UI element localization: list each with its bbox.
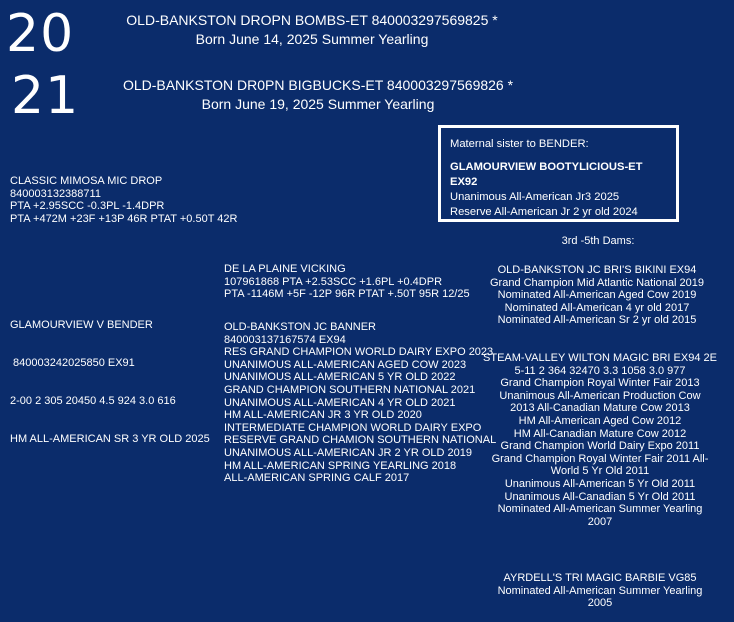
lot-20-name: OLD-BANKSTON DROPN BOMBS-ET 840003297569825 *: [126, 12, 498, 28]
dam-line: HM ALL-AMERICAN SR 3 YR OLD 2025: [10, 432, 210, 445]
fourth-dam-line: STEAM-VALLEY WILTON MAGIC BRI EX94 2E: [483, 352, 717, 364]
fourth-dam-line: Unanimous All-Canadian 5 Yr Old 2011: [504, 490, 696, 503]
callout-award: Reserve All-American Jr 2 yr old 2024: [450, 206, 638, 218]
lot-number-20: 20: [6, 4, 75, 64]
sire-line: 840003132388711: [10, 187, 101, 200]
lot-number-21: 21: [11, 66, 80, 126]
granddam-line: HM ALL-AMERICAN JR 3 YR OLD 2020: [224, 409, 422, 422]
fifth-dam-block: [468, 572, 732, 610]
dam-sire-line: PTA -1146M +5F -12P 96R PTAT +.50T 95R 12/25: [224, 288, 470, 301]
fourth-dam-line: Grand Champion Royal Winter Fair 2011 All-: [491, 452, 709, 465]
granddam-line: UNANIMOUS ALL-AMERICAN JR 2 YR OLD 2019: [224, 446, 472, 459]
granddam-line: HM ALL-AMERICAN SPRING YEARLING 2018: [224, 459, 457, 472]
fourth-dam-line: Unanimous All-American Production Cow: [499, 389, 701, 402]
dam-line: 840003242025850 EX91: [10, 356, 135, 369]
callout-name: GLAMOURVIEW BOOTYLICIOUS-ET EX92: [450, 161, 643, 188]
fourth-dam-line: World 5 Yr Old 2011: [550, 465, 650, 478]
third-dam-block: [464, 264, 730, 327]
sire-line: PTA +2.95SCC -0.3PL -1.4DPR: [10, 200, 165, 213]
fourth-dam-block: [468, 352, 732, 528]
granddam-line: UNANIMOUS ALL-AMERICAN AGED COW 2023: [224, 358, 467, 371]
fourth-dam-line: 2007: [587, 515, 613, 528]
sire-block: [10, 175, 237, 225]
dam-line: 2-00 2 305 20450 4.5 924 3.0 616: [10, 394, 176, 407]
granddam-line: INTERMEDIATE CHAMPION WORLD DAIRY EXPO: [224, 421, 482, 434]
granddam-line: OLD-BANKSTON JC BANNER: [224, 321, 376, 333]
fourth-dam-line: Grand Champion Royal Winter Fair 2013: [500, 377, 700, 390]
granddam-line: ALL-AMERICAN SPRING CALF 2017: [224, 472, 410, 485]
callout-award: Unanimous All-American Jr3 2025: [450, 191, 620, 203]
fourth-dam-line: 5-11 2 364 32470 3.3 1058 3.0 977: [514, 364, 686, 377]
granddam-line: UNANIMOUS ALL-AMERICAN 4 YR OLD 2021: [224, 396, 456, 409]
fourth-dam-line: HM All-Canadian Mature Cow 2012: [513, 427, 687, 440]
granddam-line: RESERVE GRAND CHAMION SOUTHERN NATIONAL: [224, 434, 497, 447]
fifth-dam-line: 2005: [587, 597, 613, 610]
lot-21-born: Born June 19, 2025 Summer Yearling: [201, 96, 435, 112]
dam-sire-line: 107961868 PTA +2.53SCC +1.6PL +0.4DPR: [224, 275, 443, 288]
granddam-line: UNANIMOUS ALL-AMERICAN 5 YR OLD 2022: [224, 371, 456, 384]
lot-21-name: OLD-BANKSTON DR0PN BIGBUCKS-ET 840003297569826 *: [122, 77, 514, 93]
fourth-dam-line: Grand Champion World Dairy Expo 2011: [500, 440, 700, 453]
callout-intro: Maternal sister to BENDER:: [450, 138, 589, 150]
sire-line: CLASSIC MIMOSA MIC DROP: [10, 175, 163, 187]
fourth-dam-line: Unanimous All-American 5 Yr Old 2011: [504, 477, 696, 490]
third-dam-line: OLD-BANKSTON JC BRI'S BIKINI EX94: [497, 264, 697, 276]
dam-sire-line: DE LA PLAINE VICKING: [224, 263, 346, 275]
third-dam-line: Nominated All-American Aged Cow 2019: [497, 289, 697, 302]
fourth-dam-line: 2013 All-Canadian Mature Cow 2013: [510, 402, 690, 415]
fifth-dam-line: AYRDELL'S TRI MAGIC BARBIE VG85: [503, 572, 697, 584]
lot-20-born: Born June 14, 2025 Summer Yearling: [195, 31, 429, 47]
third-dam-line: Nominated All-American Sr 2 yr old 2015: [497, 314, 697, 327]
fourth-dam-line: Nominated All-American Summer Yearling: [497, 503, 703, 516]
dam-line: GLAMOURVIEW V BENDER: [10, 319, 153, 332]
fifth-dam-line: Nominated All-American Summer Yearling: [497, 584, 703, 597]
dam-sire-block: [224, 263, 470, 301]
third-dam-line: Grand Champion Mid Atlantic National 2019: [489, 276, 704, 289]
third-dam-line: Nominated All-American 4 yr old 2017: [504, 301, 690, 314]
lot-20-title: [100, 11, 524, 49]
granddam-line: 840003137167574 EX94: [224, 333, 346, 346]
dams-header: 3rd -5th Dams:: [561, 235, 635, 247]
maternal-sister-callout: [438, 125, 679, 222]
sire-line: PTA +472M +23F +13P 46R PTAT +0.50T 42R: [10, 212, 238, 225]
granddam-block: [224, 321, 496, 485]
granddam-line: RES GRAND CHAMPION WORLD DAIRY EXPO 2023: [224, 346, 494, 359]
fourth-dam-line: HM All-American Aged Cow 2012: [518, 414, 682, 427]
dam-block: [10, 294, 210, 458]
lot-21-title: [100, 76, 536, 114]
granddam-line: GRAND CHAMPION SOUTHERN NATIONAL 2021: [224, 383, 476, 396]
